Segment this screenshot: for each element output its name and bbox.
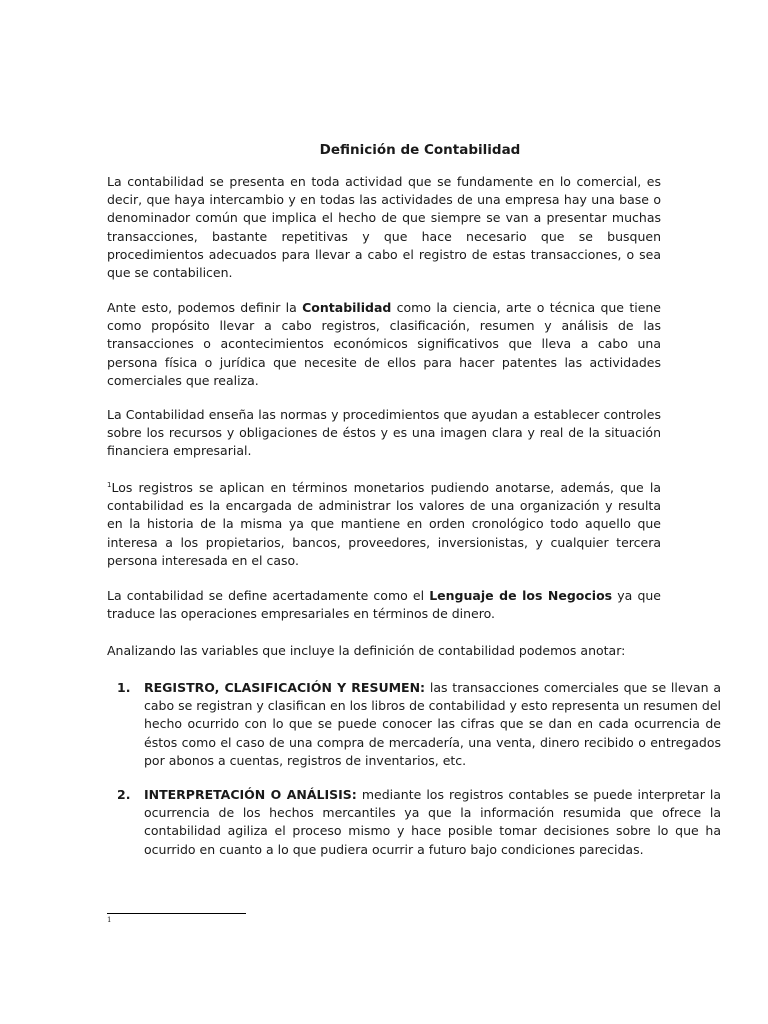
list-item-text: las transacciones comerciales que se llevan a cabo se registran y clasifican en los libros de contabilidad y esto representa un resumen del hecho ocurrido con lo que se puede conocer las cifras que se dan en cada ocurrencia de éstos como el caso de una compra de mercadería, una venta, dinero recibido o entregados por abonos a cuentas, registros de inventarios, etc. [144, 680, 721, 768]
footnote-reference[interactable]: 1 [107, 481, 112, 489]
paragraph-intro: La contabilidad se presenta en toda actividad que se fundamente en lo comercial, es decir, que haya intercambio y en todas las actividades de una empresa hay una base o denominador común que implica el hecho de que siempre se van a presentar muchas transacciones, bastante repetitivas y que hace necesario que se busquen procedimientos adecuados para llevar a cabo el registro de estas transacciones, o sea que se contabilicen. [107, 174, 661, 281]
list-item-heading: INTERPRETACIÓN O ANÁLISIS: [144, 787, 357, 802]
paragraph-definition-text-1: Ante esto, podemos definir la [107, 300, 303, 315]
term-lenguaje-negocios: Lenguaje de los Negocios [429, 588, 613, 603]
page-title: Definición de Contabilidad [319, 142, 521, 158]
list-item-number: 2. [117, 787, 131, 802]
paragraph-language [107, 587, 661, 623]
paragraph-definition-text-2: como la ciencia, arte o técnica que tiene como propósito llevar a cabo registros, clasificación, resumen y análisis de las transacciones o acontecimientos económicos significativos que lleva a cabo una persona física o jurídica que necesite de ellos para hacer patentes las actividades comerciales que realiza. [107, 300, 661, 388]
paragraph-language-text-1: La contabilidad se define acertadamente como el [107, 588, 430, 603]
paragraph-norms: La Contabilidad enseña las normas y procedimientos que ayudan a establecer controles sobre los recursos y obligaciones de éstos y es una imagen clara y real de la situación financiera empresarial. [107, 407, 661, 459]
list-item-body [144, 679, 721, 770]
paragraph-registers-text: Los registros se aplican en términos monetarios pudiendo anotarse, además, que la contabilidad es la encargada de administrar los valores de una organización y resulta en la historia de la misma ya que mantiene en orden cronológico todo aquello que interesa a los propietarios, bancos, proveedores, inversionistas, y cualquier tercera persona interesada en el caso. [107, 480, 661, 568]
list-item-text: mediante los registros contables se puede interpretar la ocurrencia de los hechos mercantiles ya que la información resumida que ofrece la contabilidad agiliza el proceso mismo y hace posible tomar decisiones sobre lo que ha ocurrido en cuanto a lo que pudiera ocurrir a futuro bajo condiciones parecidas. [144, 787, 721, 857]
list-item-heading: REGISTRO, CLASIFICACIÓN Y RESUMEN: [144, 680, 426, 695]
paragraph-definition [107, 299, 661, 390]
footnote-separator [107, 913, 246, 914]
list-item-number: 1. [117, 680, 131, 695]
paragraph-language-text-2: ya que traduce las operaciones empresariales en términos de dinero. [107, 588, 661, 622]
paragraph-variables: Analizando las variables que incluye la definición de contabilidad podemos anotar: [107, 643, 626, 658]
paragraph-registers [107, 479, 661, 570]
list-item-body [144, 786, 721, 859]
term-contabilidad: Contabilidad [302, 300, 392, 315]
footnote-marker: 1 [107, 916, 112, 924]
